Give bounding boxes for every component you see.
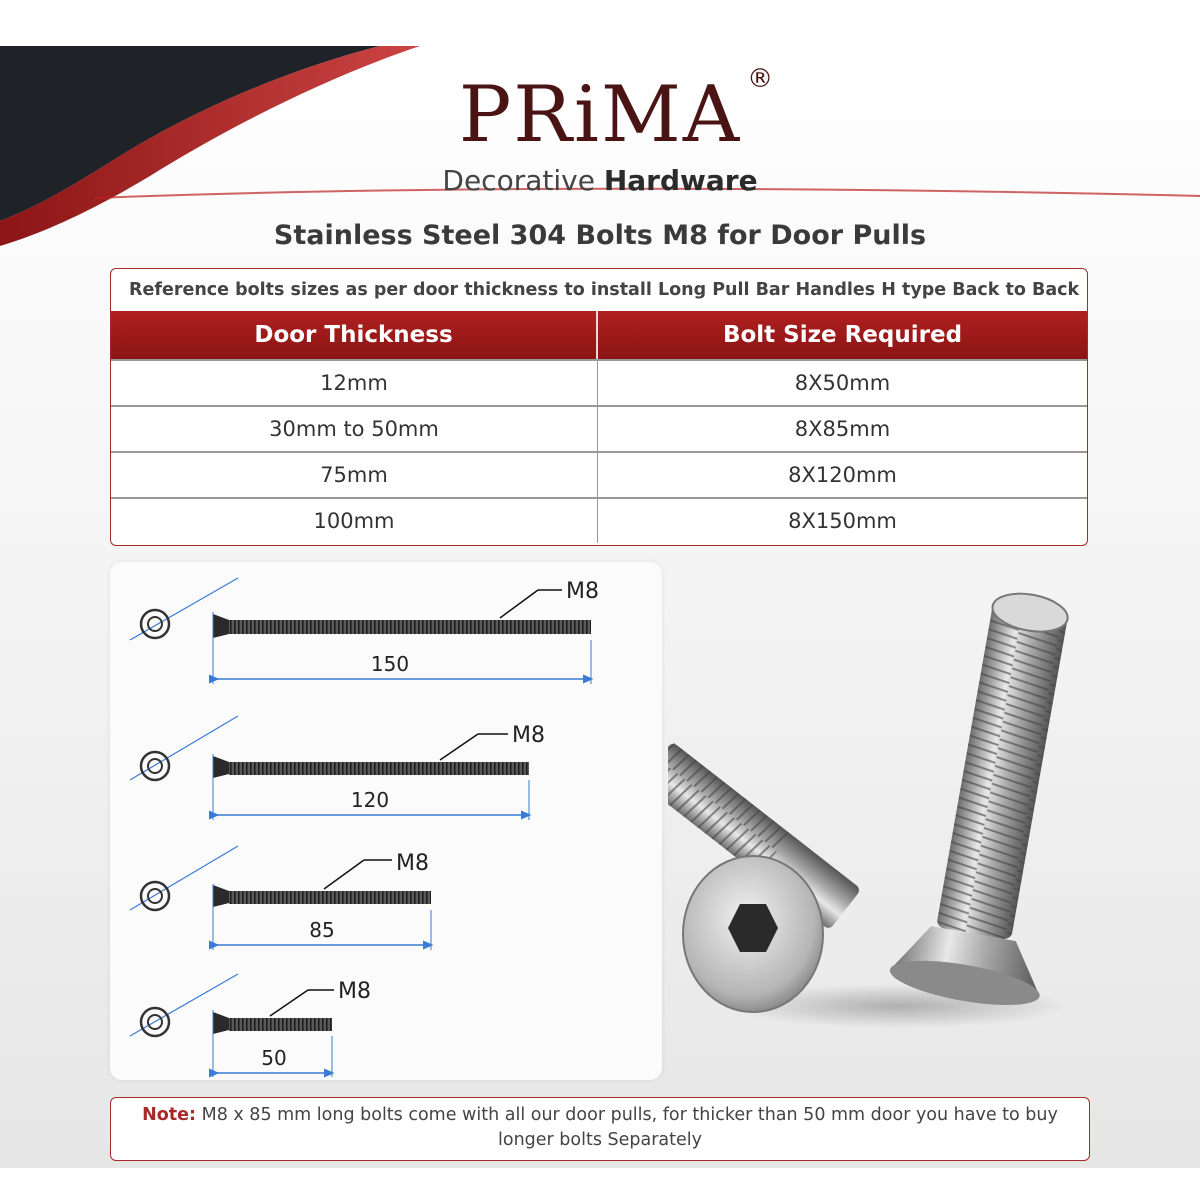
registered-mark: ® — [747, 64, 776, 94]
bolt-size-cell: 8X50mm — [794, 371, 891, 395]
table-header-bolt-size: Bolt Size Required — [722, 322, 963, 348]
bolt-dimension-diagram — [110, 562, 662, 1080]
bolt-size-cell: 8X85mm — [794, 417, 891, 441]
upright-bolt — [887, 586, 1088, 1014]
bolt-150-thread-label: M8 — [566, 579, 599, 604]
bolt-85-length-label: 85 — [309, 918, 335, 942]
bolt-size-table — [110, 268, 1088, 546]
door-thickness-cell: 75mm — [111, 453, 598, 497]
bolt-150-length-label: 150 — [370, 652, 410, 676]
page-title: Stainless Steel 304 Bolts M8 for Door Pulls — [273, 220, 927, 251]
brand-subtitle-light: Decorative — [442, 164, 595, 197]
bolt-50-drawing — [130, 974, 334, 1077]
table-row — [111, 451, 1087, 497]
bolt-size-cell: 8X150mm — [788, 509, 897, 533]
bolt-120-drawing — [130, 716, 529, 820]
bolt-150-drawing — [130, 578, 591, 684]
table-header-row — [111, 311, 1087, 359]
brand-name: PRiMA ® — [458, 64, 776, 160]
note-label: Note: — [142, 1105, 197, 1125]
bolt-50-thread-label: M8 — [338, 979, 371, 1004]
bolt-120-length-label: 120 — [350, 788, 390, 812]
bolt-product-photo — [668, 586, 1088, 1046]
brand-logo — [0, 64, 1200, 197]
door-thickness-cell: 100mm — [111, 499, 598, 543]
table-row — [111, 359, 1087, 405]
bolt-photo-illustration — [668, 586, 1088, 1046]
product-infographic — [0, 46, 1200, 1168]
bolt-size-cell: 8X120mm — [788, 463, 897, 487]
table-header-door-thickness: Door Thickness — [111, 311, 598, 359]
table-caption: Reference bolts sizes as per door thickness to install Long Pull Bar Handles H type Back to Back — [129, 280, 1080, 300]
note-box — [110, 1097, 1090, 1161]
bolt-diagram-svg — [110, 562, 662, 1080]
bolt-85-thread-label: M8 — [396, 851, 429, 876]
brand-subtitle — [0, 164, 1200, 197]
note-text: M8 x 85 mm long bolts come with all our door pulls, for thicker than 50 mm door you have to buy longer bolts Separately — [196, 1105, 1058, 1150]
bolt-50-length-label: 50 — [261, 1046, 287, 1070]
bolt-85-drawing — [130, 846, 431, 950]
bolt-120-thread-label: M8 — [512, 723, 545, 748]
brand-subtitle-bold: Hardware — [603, 164, 758, 197]
table-row — [111, 497, 1087, 543]
door-thickness-cell: 12mm — [111, 361, 598, 405]
table-row — [111, 405, 1087, 451]
door-thickness-cell: 30mm to 50mm — [111, 407, 598, 451]
